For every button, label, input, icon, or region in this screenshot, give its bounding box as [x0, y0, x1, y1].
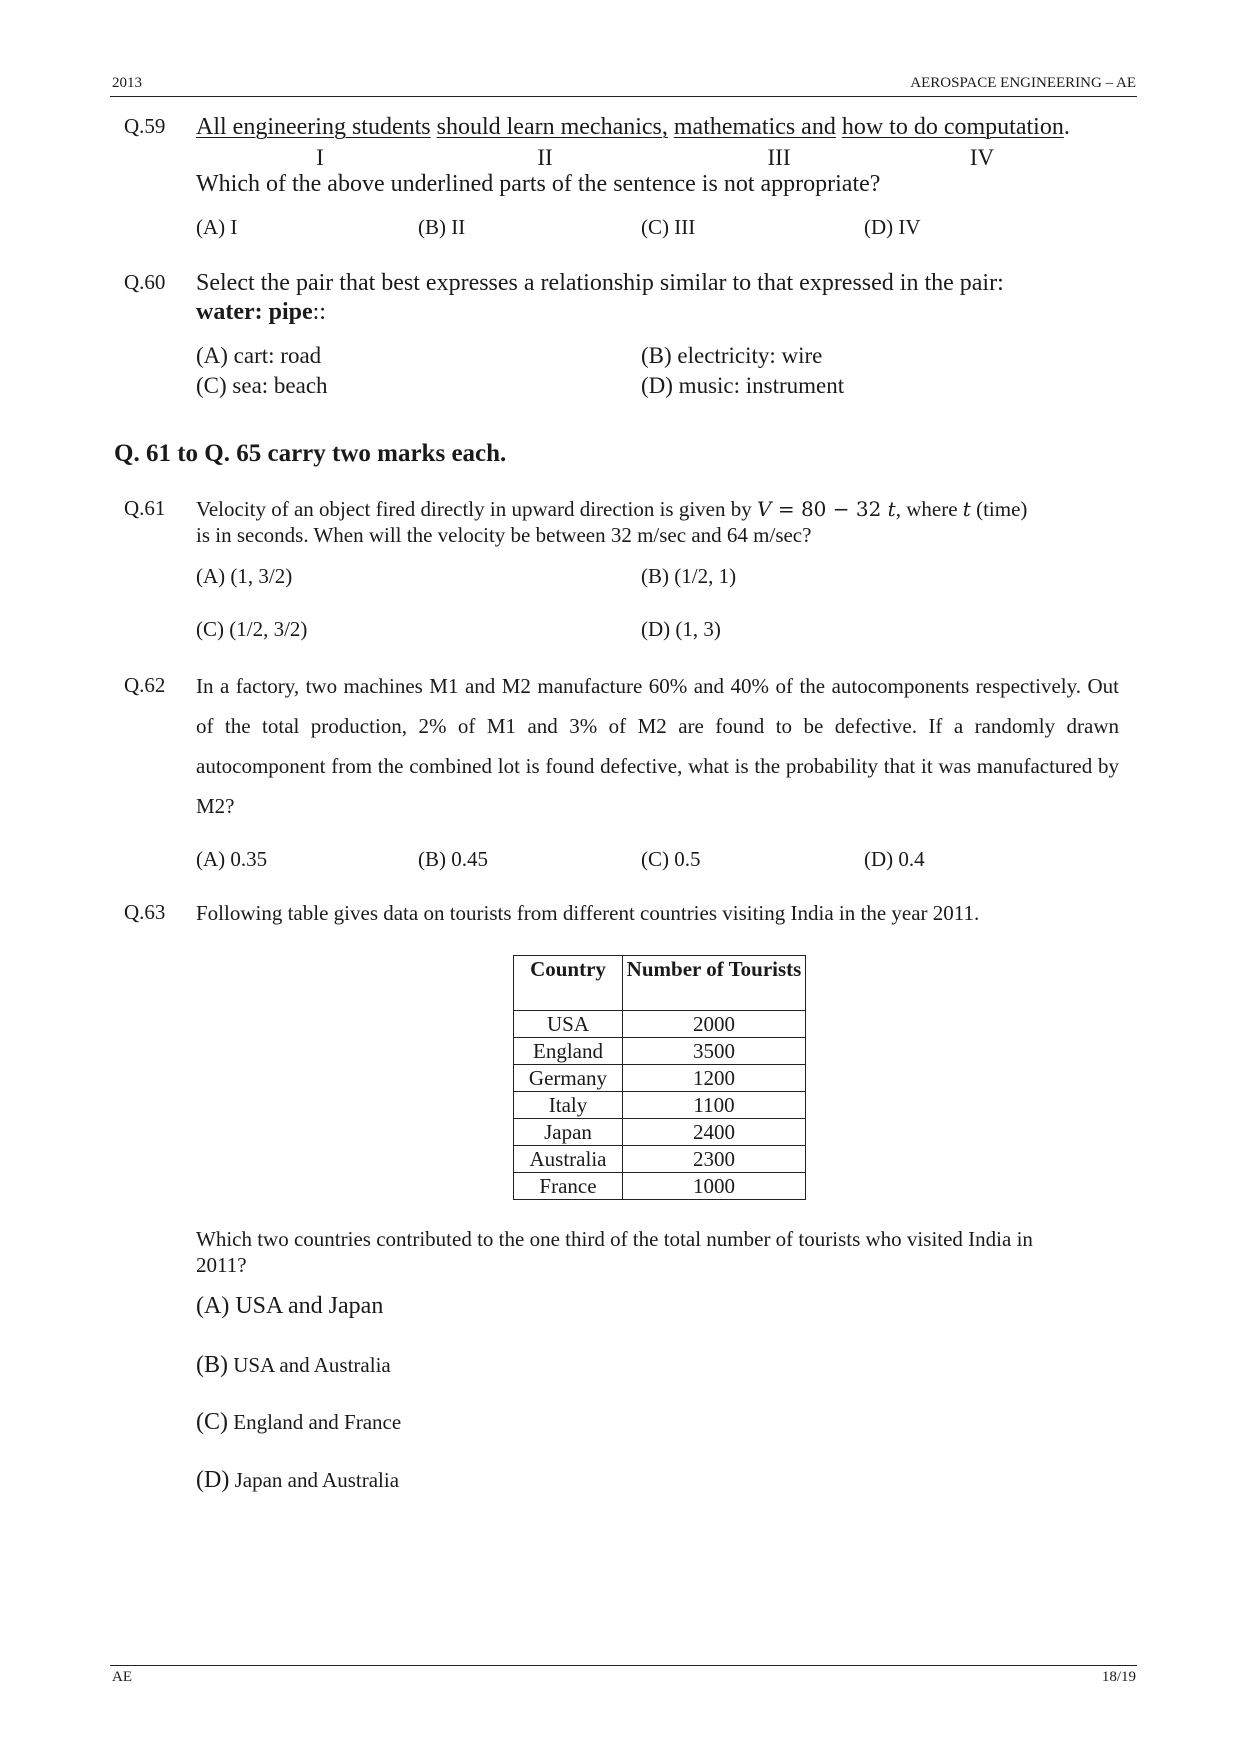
table-cell-country: Japan [514, 1119, 623, 1146]
q59-option-a: (A) I [196, 215, 238, 239]
table-cell-tourists: 1000 [623, 1173, 806, 1200]
header-rule [110, 96, 1137, 97]
table-cell-tourists: 1100 [623, 1092, 806, 1119]
q59-label-4: IV [969, 145, 995, 170]
q60-option-c: (C) sea: beach [196, 373, 328, 398]
q61-math-eq: = 80 − 32 [771, 497, 888, 521]
q62-option-b: (B) 0.45 [418, 847, 488, 871]
q61-text-b: , where [895, 497, 963, 521]
q63-option-d-text: Japan and Australia [229, 1468, 400, 1492]
table-header-tourists: Number of Tourists [623, 956, 806, 1011]
q63-question-line-2: 2011? [196, 1253, 247, 1277]
q63-option-c-text: England and France [228, 1410, 402, 1434]
table-cell-country: USA [514, 1011, 623, 1038]
q59-part-4: how to do computation [841, 114, 1064, 140]
table-row [514, 1173, 806, 1200]
q61-option-c: (C) (1/2, 3/2) [196, 617, 308, 641]
q61-option-d: (D) (1, 3) [641, 617, 721, 641]
q62-option-c: (C) 0.5 [641, 847, 701, 871]
q60-pair [196, 299, 326, 325]
q61-math-v: V [757, 497, 772, 521]
q61-option-b: (B) (1/2, 1) [641, 564, 737, 588]
table-cell-country: Germany [514, 1065, 623, 1092]
table-row [514, 1065, 806, 1092]
q60-pair-text: water: pipe [196, 299, 313, 325]
q59-question: Which of the above underlined parts of the sentence is not appropriate? [196, 171, 881, 197]
q60-option-a: (A) cart: road [196, 343, 322, 368]
q59-part-3: mathematics and [673, 114, 836, 140]
q63-question-line-1: Which two countries contributed to the one third of the total number of tourists who visited India in [196, 1227, 1033, 1251]
q60-question: Select the pair that best expresses a relationship similar to that expressed in the pair: [196, 270, 1004, 296]
question-number-62: Q.62 [124, 673, 166, 697]
header-paper-title: AEROSPACE ENGINEERING – AE [910, 75, 1136, 91]
q59-part-1: All engineering students [196, 114, 431, 140]
table-cell-tourists: 1200 [623, 1065, 806, 1092]
q59-option-c: (C) III [641, 215, 696, 239]
q59-option-d: (D) IV [864, 215, 921, 239]
table-cell-tourists: 3500 [623, 1038, 806, 1065]
q62-text: In a factory, two machines M1 and M2 manufacture 60% and 40% of the autocomponents respectively. Out of the total production, 2% of M1 and 3% of M2 are found to be defective. If a randomly drawn autocomponent from the combined lot is found defective, what is the probability that it was manufactured by M2? [196, 674, 1119, 818]
q63-option-b-text: USA and Australia [228, 1353, 391, 1377]
table-cell-tourists: 2300 [623, 1146, 806, 1173]
q61-text-a: Velocity of an object fired directly in upward direction is given by [196, 497, 758, 521]
q61-text-c: (time) [970, 497, 1028, 521]
q59-option-b: (B) II [418, 215, 466, 239]
q63-option-a-letter: (A) [196, 1293, 230, 1319]
q60-option-b: (B) electricity: wire [641, 343, 823, 368]
footer-paper-code: AE [112, 1669, 132, 1685]
q63-intro: Following table gives data on tourists from different countries visiting India in the year 2011. [196, 901, 980, 925]
q63-option-d [196, 1467, 399, 1494]
question-number-60: Q.60 [124, 270, 166, 294]
question-number-61: Q.61 [124, 496, 166, 520]
table-cell-tourists: 2400 [623, 1119, 806, 1146]
tourist-table [513, 955, 806, 1200]
q61-line-2: is in seconds. When will the velocity be between 32 m/sec and 64 m/sec? [196, 523, 812, 547]
question-number-63: Q.63 [124, 900, 166, 924]
q62-option-a: (A) 0.35 [196, 847, 268, 871]
table-cell-country: Italy [514, 1092, 623, 1119]
q61-option-a: (A) (1, 3/2) [196, 564, 293, 588]
table-row [514, 1011, 806, 1038]
table-row [514, 1092, 806, 1119]
table-cell-country: Australia [514, 1146, 623, 1173]
table-row [514, 1146, 806, 1173]
footer-rule [110, 1665, 1137, 1666]
table-row [514, 1119, 806, 1146]
q59-part-2: should learn mechanics, [436, 114, 668, 140]
q60-pair-suffix: :: [312, 299, 326, 325]
q63-option-b-letter: (B) [196, 1352, 228, 1378]
table-header-country: Country [514, 956, 623, 1011]
q59-sentence [196, 114, 1070, 140]
table-header-row [514, 956, 806, 1011]
table-cell-country: England [514, 1038, 623, 1065]
q59-label-2: II [537, 145, 553, 170]
section-heading: Q. 61 to Q. 65 carry two marks each. [114, 440, 507, 467]
q61-math-t: t [887, 497, 896, 521]
table-cell-tourists: 2000 [623, 1011, 806, 1038]
question-number-59: Q.59 [124, 114, 166, 138]
q59-label-3: III [767, 145, 791, 170]
q63-option-a [196, 1293, 383, 1320]
table-cell-country: France [514, 1173, 623, 1200]
footer-page-number: 18/19 [1101, 1669, 1136, 1685]
q63-option-a-text: USA and Japan [229, 1293, 384, 1319]
q63-option-c [196, 1409, 401, 1436]
q59-period: . [1063, 114, 1070, 140]
q61-math-t2: t [962, 497, 971, 521]
q59-label-1: I [316, 145, 324, 170]
table-row [514, 1038, 806, 1065]
header-year: 2013 [112, 75, 142, 91]
q63-option-b [196, 1352, 391, 1379]
q61-line-1 [196, 496, 1027, 522]
q62-option-d: (D) 0.4 [864, 847, 925, 871]
q63-option-d-letter: (D) [196, 1467, 230, 1493]
q60-option-d: (D) music: instrument [641, 373, 845, 398]
q63-option-c-letter: (C) [196, 1409, 228, 1435]
